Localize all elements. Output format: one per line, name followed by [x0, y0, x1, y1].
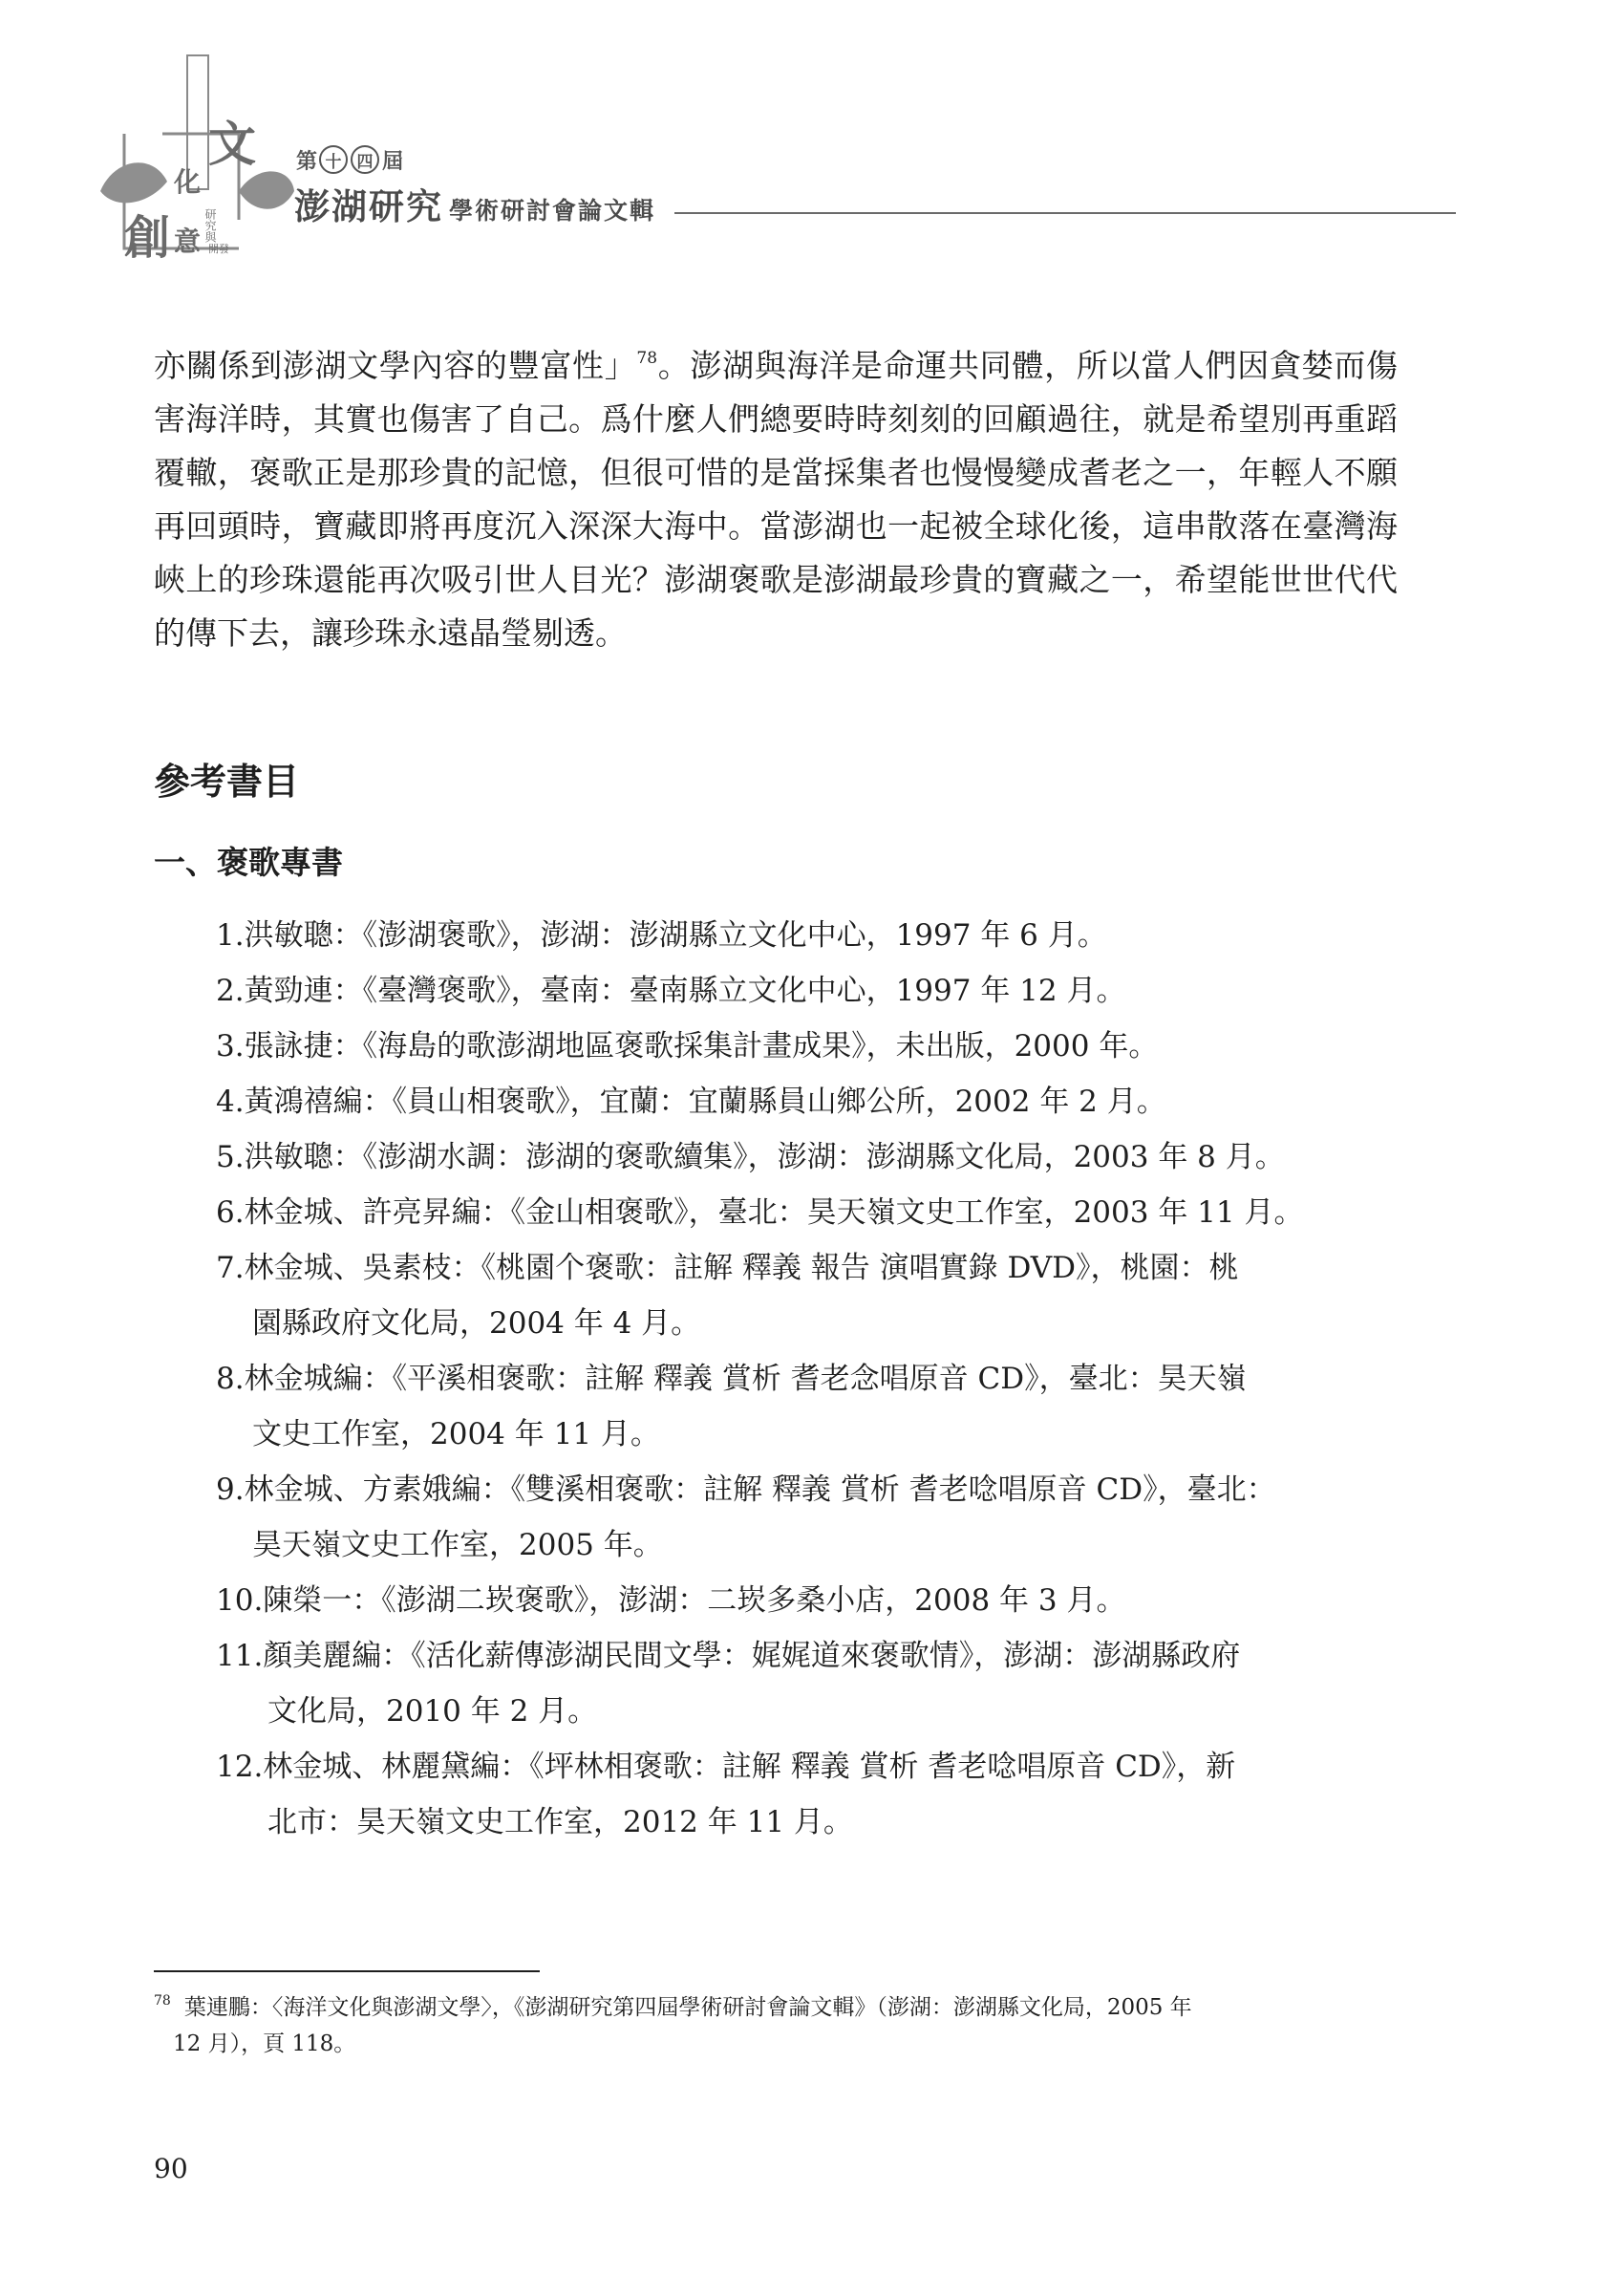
reference-line: 文史工作室，2004 年 11 月。 — [252, 1417, 660, 1451]
footnote-text: 葉連鵬：〈海洋文化與澎湖文學〉，《澎湖研究第四屆學術研討會論文輯》（澎湖：澎湖縣文化局，2005 年 — [183, 1995, 1192, 2020]
references-heading: 參考書目 — [154, 760, 300, 803]
edition-label — [296, 143, 439, 176]
edition-suffix: 屆 — [382, 148, 406, 174]
reference-line: 6.林金城、許亮昇編：《金山相褒歌》，臺北：昊天嶺文史工作室，2003 年 11 月。 — [216, 1195, 1304, 1230]
logo-small-1: 研究與 — [203, 208, 217, 243]
paragraph-line: 藏之一，希望能世世代代的傳下去，讓珍珠永遠晶瑩剔透。 — [154, 561, 1399, 652]
reference-line: 12.林金城、林麗黛編：《坪林相褒歌：註解 釋義 賞析 耆老唸唱原音 CD》，新 — [216, 1750, 1236, 1784]
footnote — [154, 1989, 1400, 2062]
footnote-line-2: 12 月），頁 118。 — [173, 2031, 356, 2056]
conference-logo — [96, 48, 296, 272]
reference-line: 2.黃勁連：《臺灣褒歌》，臺南：臺南縣立文化中心，1997 年 12 月。 — [216, 974, 1126, 1008]
footnote-rule — [154, 1970, 540, 1972]
paragraph-line: 亦關係到澎湖文學內容的豐富性」 — [154, 347, 637, 384]
reference-line: 10.陳榮一：《澎湖二崁褒歌》，澎湖：二崁多桑小店，2008 年 3 月。 — [216, 1583, 1126, 1618]
reference-line: 7.林金城、吳素枝：《桃園个褒歌：註解 釋義 報告 演唱實錄 DVD》，桃園：桃 — [216, 1251, 1239, 1285]
footnote-ref[interactable]: 78 — [636, 349, 658, 368]
logo-small-2: 開發 — [208, 243, 229, 255]
reference-line: 園縣政府文化局，2004 年 4 月。 — [252, 1306, 701, 1341]
reference-item — [216, 1185, 1400, 1240]
reference-line: 文化局，2010 年 2 月。 — [267, 1694, 598, 1729]
paragraph-line: 而傷害海洋時，其實也傷害了自己。爲什麼人們總要時時刻刻的回顧過往，就是希望 — [154, 347, 1399, 438]
logo-char-2: 化 — [174, 166, 202, 198]
footnote-line-1 — [154, 1989, 1400, 2026]
reference-item — [216, 1462, 1400, 1573]
reference-line: 北市：昊天嶺文史工作室，2012 年 11 月。 — [267, 1805, 853, 1839]
paragraph-line: 一，年輕人不願再回頭時，寶藏即將再度沉入深深大海中。當澎湖也一起被全球化後， — [154, 454, 1399, 545]
reference-item — [216, 1019, 1400, 1074]
reference-item — [216, 1074, 1400, 1129]
reference-line: 5.洪敏聰：《澎湖水調：澎湖的褒歌續集》，澎湖：澎湖縣文化局，2003 年 8 月。 — [216, 1140, 1285, 1174]
reference-item — [216, 1351, 1400, 1462]
logo-char-3: 創 — [124, 211, 171, 265]
reference-item — [216, 963, 1400, 1019]
paragraph-line: 別再重蹈覆轍，褒歌正是那珍貴的記憶，但很可惜的是當採集者也慢慢變成耆老之 — [154, 400, 1399, 491]
reference-item — [216, 1628, 1400, 1739]
reference-line: 8.林金城編：《平溪相褒歌：註解 釋義 賞析 耆老念唱原音 CD》，臺北：昊天嶺 — [216, 1362, 1247, 1396]
reference-line: 3.張詠捷：《海島的歌澎湖地區褒歌採集計畫成果》，未出版，2000 年。 — [216, 1029, 1159, 1064]
paragraph-line: 這串散落在臺灣海峽上的珍珠還能再次吸引世人目光？澎湖褒歌是澎湖最珍貴的寶 — [154, 507, 1399, 598]
reference-item — [216, 1129, 1400, 1185]
header-title-sub: 學術研討會論文輯 — [449, 197, 656, 225]
header-title-main: 澎湖研究 — [294, 185, 443, 227]
edition-number-2: 四 — [351, 145, 379, 174]
reference-line: 4.黃鴻禧編：《員山相褒歌》，宜蘭：宜蘭縣員山鄉公所，2002 年 2 月。 — [216, 1085, 1166, 1119]
paragraph-line: 。澎湖與海洋是命運共同體，所以當人們因貪婪 — [657, 347, 1335, 384]
header-rule — [674, 212, 1456, 214]
reference-item — [216, 1240, 1400, 1351]
reference-line: 11.顏美麗編：《活化薪傳澎湖民間文學：娓娓道來褒歌情》，澎湖：澎湖縣政府 — [216, 1639, 1241, 1673]
reference-line: 1.洪敏聰：《澎湖褒歌》，澎湖：澎湖縣立文化中心，1997 年 6 月。 — [216, 918, 1107, 953]
footnote-number: 78 — [154, 1993, 171, 2009]
references-subheading: 一、褒歌專書 — [154, 844, 343, 881]
reference-item — [216, 1739, 1400, 1850]
reference-line: 昊天嶺文史工作室，2005 年。 — [252, 1528, 663, 1562]
page-number: 90 — [154, 2153, 188, 2184]
running-header-title — [294, 178, 695, 227]
logo-char-1: 文 — [208, 116, 256, 172]
reference-line: 9.林金城、方素娥編：《雙溪相褒歌：註解 釋義 賞析 耆老唸唱原音 CD》，臺北： — [216, 1472, 1276, 1507]
body-paragraph — [154, 339, 1398, 660]
logo-char-4: 意 — [174, 226, 202, 257]
reference-item — [216, 1573, 1400, 1628]
reference-item — [216, 908, 1400, 963]
edition-number-1: 十 — [319, 145, 348, 174]
conference-logo-graphic — [96, 48, 296, 272]
edition-prefix: 第 — [296, 148, 320, 174]
